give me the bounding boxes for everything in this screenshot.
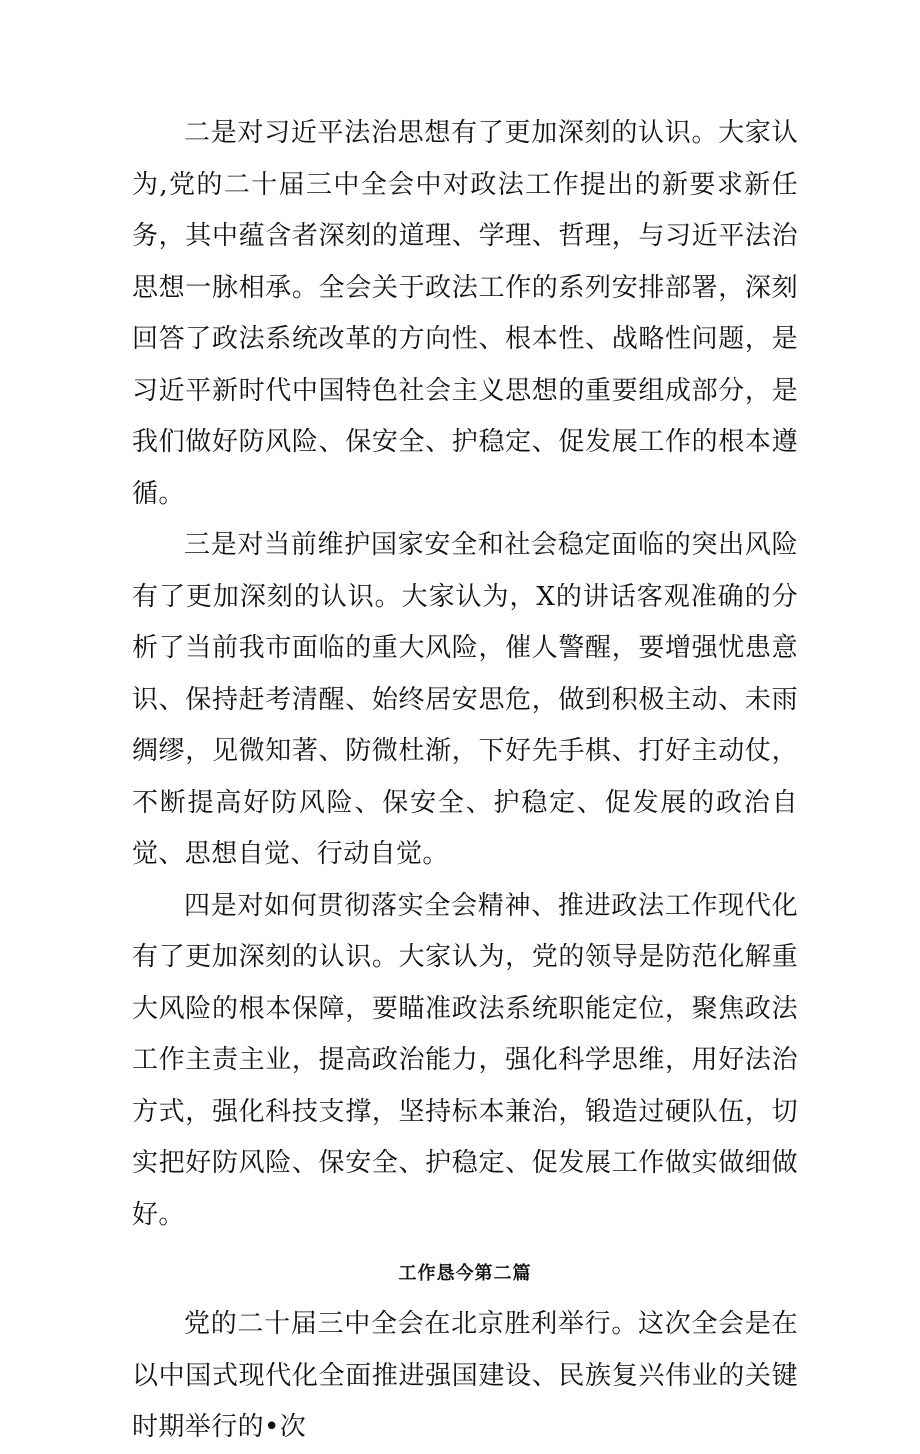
- section-heading: 工作恳今第二篇: [398, 1263, 532, 1284]
- paragraph-4: 四是对如何贯彻落实全会精神、推进政法工作现代化有了更加深刻的认识。大家认为，党的领导是防范化解重大风险的根本保障，要瞄准政法系统职能定位，聚焦政法工作主责主业，提高政治能力，强化科学思维，用好法治方式，强化科技支撑，坚持标本兼治，锻造过硬队伍，切实把好防风险、保安全、护稳定、促发展工作做实做细做好。: [132, 890, 798, 1230]
- document-body: [132, 108, 798, 1454]
- spacer: [132, 1241, 798, 1249]
- paragraph-2: 二是对习近平法治思想有了更加深刻的认识。大家认为,党的二十届三中全会中对政法工作提出的新要求新任务，其中蕴含者深刻的道理、学理、哲理，与习近平法治思想一脉相承。全会关于政法工作的系列安排部署，深刻回答了政法系统改革的方向性、根本性、战略性问题，是习近平新时代中国特色社会主义思想的重要组成部分，是我们做好防风险、保安全、护稳定、促发展工作的根本遵循。: [132, 118, 798, 509]
- paragraph-3: 三是对当前维护国家安全和社会稳定面临的突出风险有了更加深刻的认识。大家认为，X的讲话客观准确的分析了当前我市面临的重大风险，催人警醒，要增强忧患意识、保持赶考清醒、始终居安思危，做到积极主动、未雨绸缪，见微知著、防微杜渐，下好先手棋、打好主动仗，不断提高好防风险、保安全、护稳定、促发展的政治自觉、思想自觉、行动自觉。: [132, 530, 798, 869]
- section-paragraph: 党的二十届三中全会在北京胜利举行。这次全会是在以中国式现代化全面推进强国建设、民族复兴伟业的关键时期举行的•次: [132, 1309, 798, 1442]
